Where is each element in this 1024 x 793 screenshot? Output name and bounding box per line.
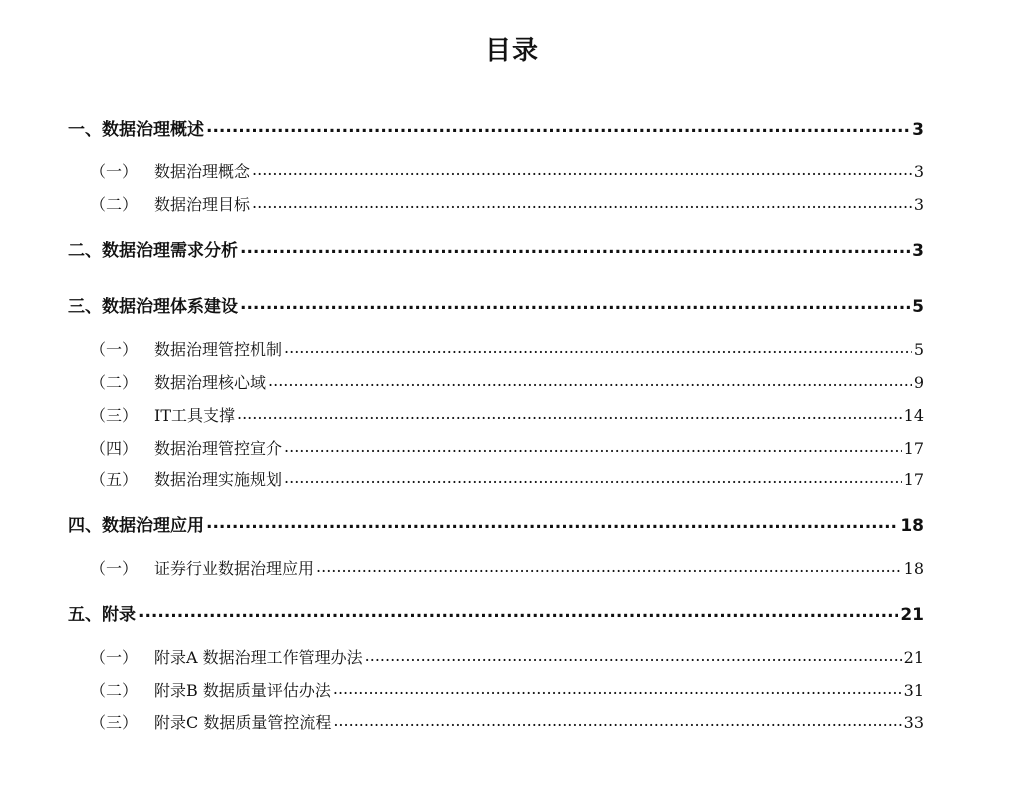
- entry-number: （二）: [90, 195, 139, 214]
- entry-title: 数据治理概念: [154, 162, 251, 181]
- toc-entry-2[interactable]: [68, 236, 924, 261]
- entry-page-number: 31: [903, 681, 924, 700]
- dot-leader: [252, 194, 912, 210]
- entry-title: 数据治理实施规划: [154, 470, 283, 489]
- entry-page-number: 3: [913, 195, 924, 214]
- entry-title: 数据治理概述: [102, 120, 204, 140]
- entry-page-number: 17: [903, 439, 924, 458]
- dot-leader: [316, 558, 902, 574]
- dot-leader: [237, 405, 902, 421]
- dot-leader: [206, 118, 910, 135]
- toc-entry-4[interactable]: [68, 511, 924, 536]
- toc-entry-3[interactable]: [68, 292, 924, 317]
- entry-title: 数据治理目标: [154, 195, 251, 214]
- toc-entry-5-2[interactable]: [90, 678, 924, 701]
- entry-title: 附录C 数据质量管控流程: [154, 713, 332, 732]
- entry-number: （一）: [90, 559, 139, 578]
- toc-entry-1[interactable]: [68, 115, 924, 140]
- entry-number: 一、: [68, 120, 102, 140]
- entry-number: （四）: [90, 439, 139, 458]
- entry-number: （二）: [90, 373, 139, 392]
- entry-page-number: 14: [903, 406, 924, 425]
- entry-title: 数据治理核心域: [154, 373, 267, 392]
- page-title: 目录: [484, 36, 539, 66]
- toc-entry-5[interactable]: [68, 600, 924, 625]
- entry-title: IT工具支撑: [154, 406, 235, 425]
- entry-number: （五）: [90, 470, 139, 489]
- entry-title: 数据治理需求分析: [102, 241, 238, 261]
- dot-leader: [284, 438, 902, 454]
- entry-number: （一）: [90, 340, 139, 359]
- entry-page-number: 21: [903, 648, 924, 667]
- dot-leader: [284, 469, 902, 485]
- entry-number: （一）: [90, 162, 139, 181]
- entry-page-number: 9: [913, 373, 924, 392]
- entry-title: 证券行业数据治理应用: [154, 559, 315, 578]
- entry-title: 数据治理管控宣介: [154, 439, 283, 458]
- entry-title: 附录B 数据质量评估办法: [154, 681, 331, 700]
- dot-leader: [252, 161, 912, 177]
- entry-number: （三）: [90, 713, 139, 732]
- entry-page-number: 17: [903, 470, 924, 489]
- dot-leader: [240, 295, 910, 312]
- entry-page-number: 18: [903, 559, 924, 578]
- entry-number: （一）: [90, 648, 139, 667]
- dot-leader: [333, 680, 902, 696]
- toc-entry-4-1[interactable]: [90, 556, 924, 579]
- entry-number: 二、: [68, 241, 102, 261]
- dot-leader: [268, 372, 912, 388]
- dot-leader: [240, 239, 910, 256]
- entry-page-number: 3: [913, 162, 924, 181]
- entry-page-number: 18: [900, 516, 924, 536]
- toc-entry-3-4[interactable]: [90, 436, 924, 459]
- dot-leader: [138, 603, 898, 620]
- entry-page-number: 33: [903, 713, 924, 732]
- entry-title: 附录A 数据治理工作管理办法: [154, 648, 363, 667]
- entry-title: 数据治理体系建设: [102, 297, 238, 317]
- toc-entry-5-1[interactable]: [90, 645, 924, 668]
- dot-leader: [284, 339, 912, 355]
- dot-leader: [365, 647, 902, 663]
- entry-number: 四、: [68, 516, 102, 536]
- entry-page-number: 5: [913, 340, 924, 359]
- toc-entry-1-1[interactable]: [90, 159, 924, 182]
- entry-number: 三、: [68, 297, 102, 317]
- dot-leader: [333, 712, 901, 728]
- entry-number: 五、: [68, 605, 102, 625]
- entry-title: 数据治理应用: [102, 516, 204, 536]
- entry-number: （三）: [90, 406, 139, 425]
- entry-number: （二）: [90, 681, 139, 700]
- dot-leader: [206, 514, 898, 531]
- entry-title: 数据治理管控机制: [154, 340, 283, 359]
- toc-entry-3-3[interactable]: [90, 403, 924, 426]
- entry-page-number: 21: [900, 605, 924, 625]
- toc-entry-3-5[interactable]: [90, 467, 924, 490]
- toc-entry-3-2[interactable]: [90, 370, 924, 393]
- entry-page-number: 3: [912, 120, 924, 140]
- entry-title: 附录: [102, 605, 136, 625]
- toc-entry-3-1[interactable]: [90, 337, 924, 360]
- toc-entry-1-2[interactable]: [90, 192, 924, 215]
- toc-entry-5-3[interactable]: [90, 710, 924, 733]
- entry-page-number: 5: [912, 297, 924, 317]
- entry-page-number: 3: [912, 241, 924, 261]
